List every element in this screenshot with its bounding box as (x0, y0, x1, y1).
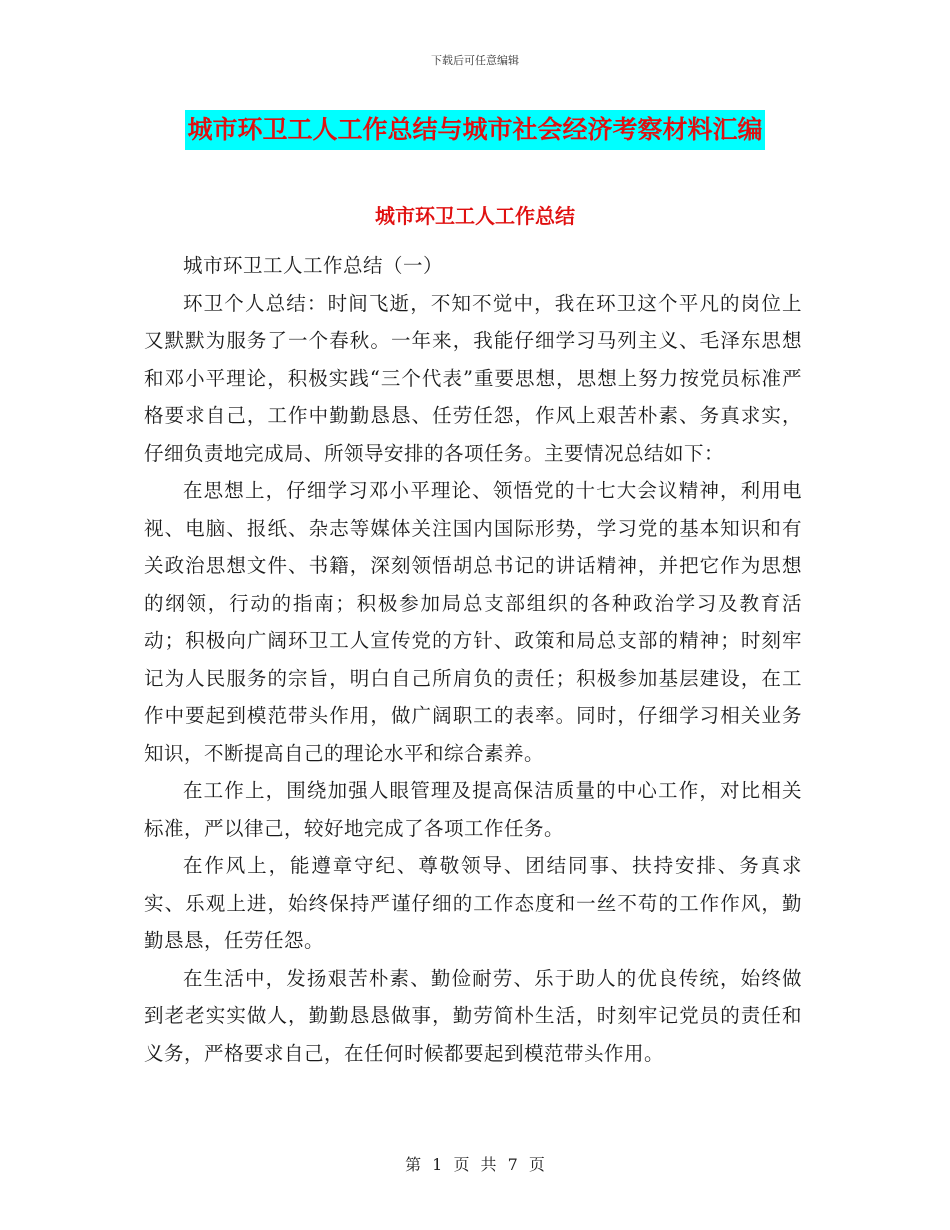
document-title: 城市环卫工人工作总结与城市社会经济考察材料汇编 (185, 110, 764, 150)
document-body (144, 247, 802, 1072)
paragraph: 在作风上，能遵章守纪、尊敬领导、团结同事、扶持安排、务真求实、乐观上进，始终保持严谨仔细的工作态度和一丝不苟的工作作风，勤勤恳恳，任劳任怨。 (144, 854, 802, 952)
paragraph-heading: 城市环卫工人工作总结（一） (183, 254, 444, 277)
paragraph: 在工作上，围绕加强人眼管理及提高保洁质量的中心工作，对比相关标准，严以律己，较好地完成了各项工作任务。 (144, 779, 802, 840)
paragraph: 在生活中，发扬艰苦朴素、勤俭耐劳、乐于助人的优良传统，始终做到老老实实做人，勤勤恳恳做事，勤劳简朴生活，时刻牢记党员的责任和义务，严格要求自己，在任何时候都要起到模范带头作用。 (144, 966, 802, 1065)
section-title: 城市环卫工人工作总结 (375, 204, 575, 228)
document-title-wrap (0, 110, 950, 150)
paragraph: 在思想上，仔细学习邓小平理论、领悟党的十七大会议精神，利用电视、电脑、报纸、杂志等媒体关注国内国际形势，学习党的基本知识和有关政治思想文件、书籍，深刻领悟胡总书记的讲话精神，并把它作为思想的纲领，行动的指南；积极参加局总支部组织的各种政治学习及教育活动；积极向广阔环卫工人宣传党的方针、政策和局总支部的精神；时刻牢记为人民服务的宗旨，明白自己所肩负的责任；积极参加基层建设，在工作中要起到模范带头作用，做广阔职工的表率。同时，仔细学习相关业务知识，不断提高自己的理论水平和综合素养。 (144, 479, 802, 765)
page-header-note: 下载后可任意编辑 (431, 54, 519, 67)
page-number: 第 1 页 共 7 页 (405, 1155, 545, 1174)
paragraph: 环卫个人总结：时间飞逝，不知不觉中，我在环卫这个平凡的岗位上又默默为服务了一个春秋。一年来，我能仔细学习马列主义、毛泽东思想和邓小平理论，积极实践“三个代表”重要思想，思想上努力按党员标准严格要求自己，工作中勤勤恳恳、任劳任怨，作风上艰苦朴素、务真求实，仔细负责地完成局、所领导安排的各项任务。主要情况总结如下： (144, 291, 802, 465)
